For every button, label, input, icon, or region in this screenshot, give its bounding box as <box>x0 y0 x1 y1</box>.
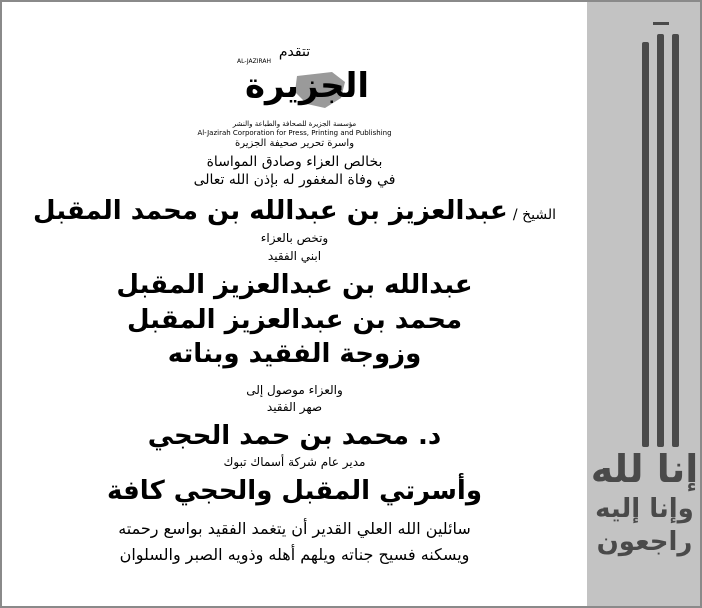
prayer-line-1: سائلين الله العلي القدير أن يتغمد الفقيد بواسع رحمته <box>118 519 471 538</box>
special-line-2: ابني الفقيد <box>267 249 322 263</box>
son-in-law-title: مدير عام شركة أسماك تبوك <box>223 455 366 469</box>
extended-line-1: والعزاء موصول إلى <box>246 383 343 397</box>
extended-line-2: صهر الفقيد <box>266 400 323 414</box>
condolence-line-1: بخالص العزاء وصادق المواساة <box>206 154 383 170</box>
logo-name-ar: الجزيرة <box>244 66 370 106</box>
from-text: واسرة تحرير صحيفة الجزيرة <box>234 138 355 149</box>
deceased-line <box>22 196 567 226</box>
deceased-name: عبدالعزيز بن عبدالله بن محمد المقبل <box>33 196 508 226</box>
al-jazirah-logo <box>237 58 377 118</box>
calligraphy-line-3: راجعون <box>596 527 693 557</box>
deceased-title: الشيخ / <box>512 207 556 223</box>
son-in-law-name: د. محمد بن حمد الحجي <box>147 421 442 451</box>
son-name-2: محمد بن عبدالعزيز المقبل <box>126 305 463 335</box>
calligraphy-line-1: إنا لله <box>590 447 699 491</box>
special-line-1: وتخص بالعزاء <box>260 231 329 245</box>
intro-text: تتقدم <box>278 44 311 60</box>
son-name-1: عبدالله بن عبدالعزيز المقبل <box>116 270 473 300</box>
calligraphy-line-2: وإنا إليه <box>595 494 694 524</box>
calligraphy-panel <box>587 2 702 608</box>
logo-corp-en: Al-Jazirah Corporation for Press, Printing and Publishing <box>197 129 392 137</box>
logo-corp-ar: مؤسسة الجزيرة للصحافة والطباعة والنشر <box>232 120 357 128</box>
calligraphy-stroke <box>657 34 664 447</box>
calligraphy-stroke <box>642 42 649 447</box>
families-line: وأسرتي المقبل والحجي كافة <box>107 476 482 506</box>
condolence-line-2: في وفاة المغفور له بإذن الله تعالى <box>193 172 396 188</box>
shadda-mark <box>653 16 669 25</box>
prayer-line-2: ويسكنه فسيح جناته ويلهم أهله وذويه الصبر والسلوان <box>119 545 470 564</box>
calligraphy-stroke <box>672 34 679 447</box>
wife-daughters: وزوجة الفقيد وبناته <box>167 339 422 369</box>
logo-name-en: AL-JAZIRAH <box>237 58 272 65</box>
